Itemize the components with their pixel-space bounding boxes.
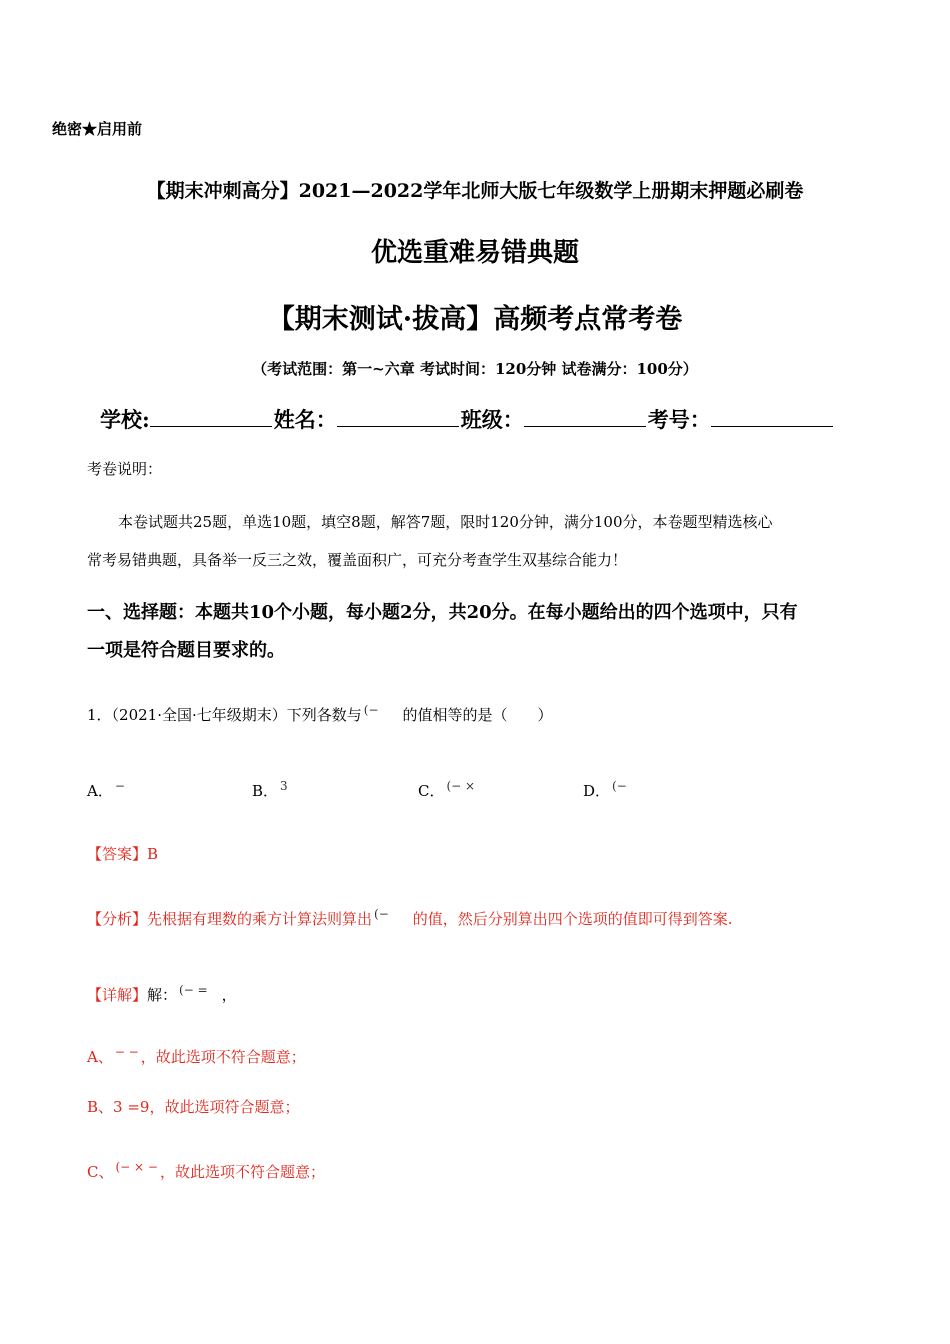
analysis-prefix: 先根据有理数的乘方计算法则算出: [147, 910, 373, 928]
option-c-math: (− ×: [446, 779, 476, 793]
detail-a-math: − −: [114, 1045, 139, 1059]
student-info-fields: [100, 404, 835, 434]
detail-option-b: [87, 1096, 299, 1117]
exam-main-title: 【期末冲刺高分】2021—2022学年北师大版七年级数学上册期末押题必刷卷: [146, 180, 804, 202]
school-blank[interactable]: [150, 404, 272, 427]
name-blank[interactable]: [337, 404, 459, 427]
question-1-stem: [87, 703, 553, 725]
instructions-line-1: 本卷试题共25题，单选10题，填空8题，解答7题，限时120分钟，满分100分，本卷题型精选核心: [118, 513, 773, 531]
option-d[interactable]: [583, 779, 629, 801]
exam-scope: （考试范围：第一~六章 考试时间：120分钟 试卷满分：100分）: [252, 360, 698, 378]
answer-tag: 【答案】: [87, 845, 148, 863]
detail-prefix: 解：: [147, 986, 178, 1004]
option-b-math: 3: [280, 779, 288, 793]
analysis-line: [87, 907, 733, 929]
option-a-label: A．: [87, 782, 113, 800]
detail-tag: 【详解】: [87, 986, 148, 1004]
exam-no-blank[interactable]: [711, 404, 833, 427]
detail-b-text: ，故此选项符合题意；: [149, 1098, 300, 1116]
exam-no-label: 考号：: [647, 407, 711, 432]
option-c[interactable]: [418, 779, 477, 801]
detail-b-prefix: B、: [87, 1098, 114, 1116]
answer-value: B: [147, 845, 159, 863]
detail-a-text: ，故此选项不符合题意；: [140, 1048, 306, 1066]
instructions-label: 考卷说明：: [87, 460, 163, 478]
detail-b-math: 3 =9: [113, 1098, 150, 1116]
section-title-line-1: 一、选择题：本题共10个小题，每小题2分，共20分。在每小题给出的四个选项中，只有: [87, 602, 798, 623]
option-d-label: D．: [583, 782, 611, 800]
detail-c-text: ，故此选项不符合题意；: [159, 1163, 325, 1181]
detail-c-math: (− × −: [115, 1160, 158, 1174]
question-1-prefix: 1．（2021·全国·七年级期末）下列各数与: [87, 706, 362, 724]
analysis-math: (−: [374, 907, 389, 921]
section-title-line-2: 一项是符合题目要求的。: [87, 640, 285, 661]
option-b[interactable]: [252, 779, 290, 801]
question-1-math: (−: [363, 703, 379, 717]
name-label: 姓名：: [273, 407, 337, 432]
analysis-tag: 【分析】: [87, 910, 148, 928]
detail-option-c: [87, 1160, 325, 1182]
instructions-line-2: 常考易错典题，具备举一反三之效，覆盖面积广，可充分考查学生双基综合能力！: [87, 551, 628, 569]
school-label: 学校:: [100, 407, 150, 432]
detail-suffix: ，: [221, 986, 237, 1004]
option-a-math: −: [114, 779, 125, 793]
detail-line: [87, 983, 237, 1005]
detail-a-prefix: A、: [87, 1048, 113, 1066]
analysis-suffix: 的值，然后分别算出四个选项的值即可得到答案.: [412, 910, 733, 928]
answer-line: [87, 843, 158, 864]
option-c-label: C．: [418, 782, 445, 800]
class-blank[interactable]: [524, 404, 646, 427]
option-b-label: B．: [252, 782, 279, 800]
exam-subtitle: 优选重难易错典题: [370, 238, 579, 268]
detail-math: (− =: [179, 983, 208, 997]
question-1-suffix: 的值相等的是（ ）: [402, 706, 553, 724]
detail-option-a: [87, 1045, 306, 1067]
option-a[interactable]: [87, 779, 127, 801]
detail-c-prefix: C、: [87, 1163, 114, 1181]
option-d-math: (−: [612, 779, 627, 793]
class-label: 班级：: [460, 407, 524, 432]
secret-mark: 绝密★启用前: [52, 120, 143, 138]
exam-test-title: 【期末测试·拔高】高频考点常考卷: [267, 304, 683, 335]
